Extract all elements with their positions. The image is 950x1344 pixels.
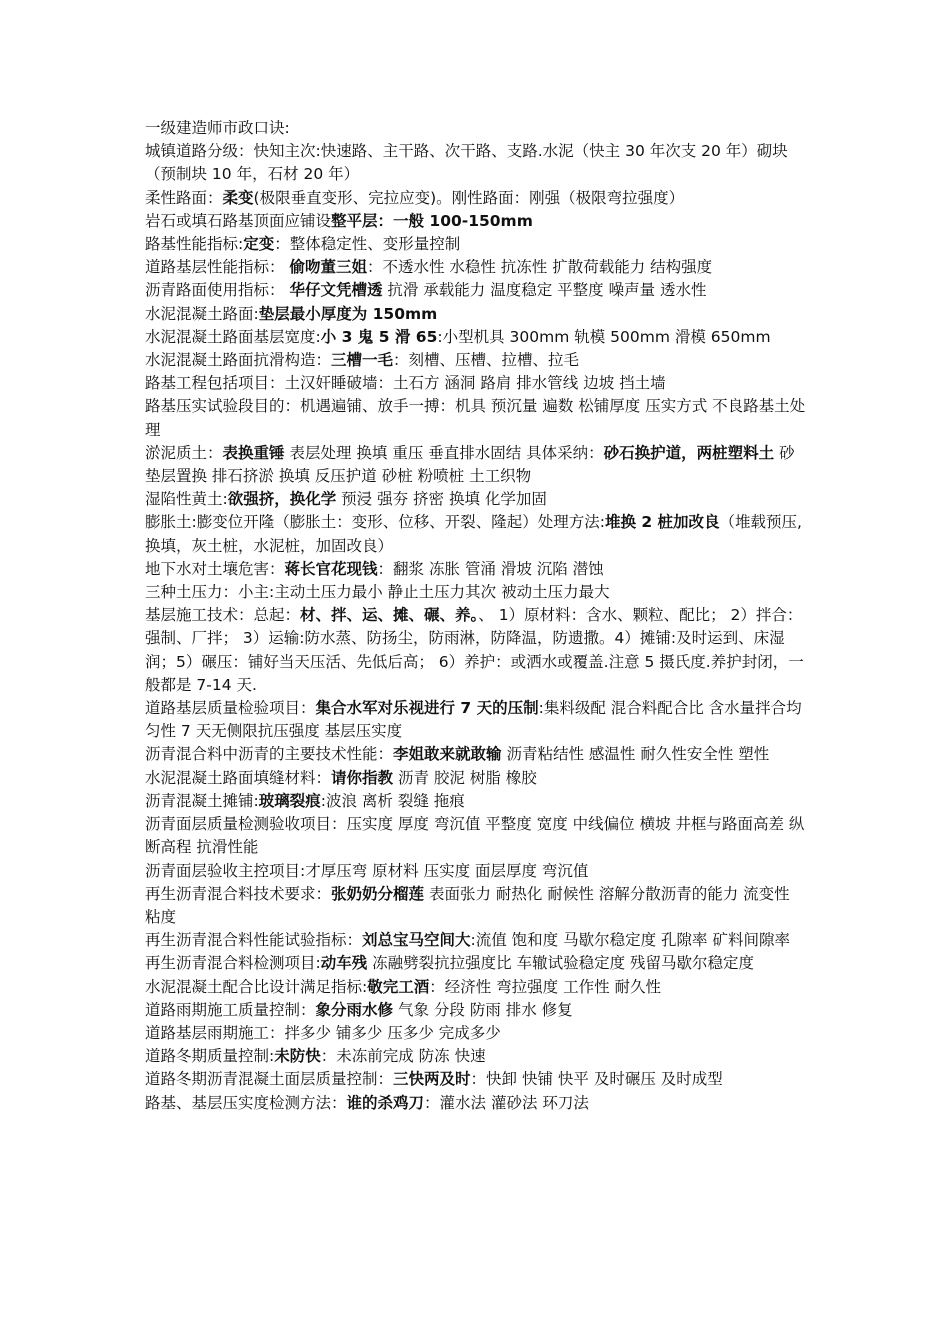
mnemonic-keyword: 堆换 2 桩加改良 <box>604 513 720 532</box>
line-text: 气象 分段 防雨 排水 修复 <box>393 1000 573 1019</box>
document-line <box>145 929 810 952</box>
document-line <box>145 1022 810 1045</box>
line-text: 道路冬期质量控制: <box>145 1047 275 1066</box>
line-text: 水泥混凝土路面基层宽度: <box>145 327 321 346</box>
mnemonic-keyword: 李姐敢来就敢输 <box>393 745 502 764</box>
mnemonic-keyword: 未防快 <box>274 1047 321 1066</box>
line-text: 膨胀土:膨变位开隆（膨胀土：变形、位移、开裂、隆起）处理方法: <box>145 513 605 532</box>
document-line <box>145 187 810 210</box>
mnemonic-keyword: 请你指教 <box>331 768 394 787</box>
mnemonic-keyword: 砂石换护道，两桩塑料土 <box>603 443 775 462</box>
mnemonic-keyword: 三槽一毛 <box>331 351 394 370</box>
line-text: 淤泥质土： <box>145 443 223 462</box>
mnemonic-keyword: 敬完工酒 <box>367 977 430 996</box>
document-line <box>145 604 810 697</box>
line-text: 道路基层性能指标： <box>145 258 290 277</box>
line-text: 道路雨期施工质量控制： <box>145 1000 316 1019</box>
document-line <box>145 326 810 349</box>
line-text: 砂垫层置换 排石挤淤 换填 反压护道 砂桩 粉喷桩 土工织物 <box>145 443 795 486</box>
line-text: 水泥混凝土路面: <box>145 304 259 323</box>
line-text: 表层处理 换填 重压 垂直排水固结 具体采纳： <box>284 443 604 462</box>
document-line <box>145 372 810 395</box>
line-text: 再生沥青混合料技术要求： <box>145 884 332 903</box>
line-text: 再生沥青混合料性能试验指标： <box>145 931 363 950</box>
mnemonic-keyword: 谁的杀鸡刀 <box>346 1093 425 1112</box>
mnemonic-keyword: 表换重锤 <box>222 443 285 462</box>
line-text: 道路基层雨期施工：拌多少 铺多少 压多少 完成多少 <box>145 1023 501 1042</box>
document-line <box>145 860 810 883</box>
document-line <box>145 279 810 302</box>
document-line <box>145 767 810 790</box>
line-text: :流值 饱和度 马歇尔稳定度 孔隙率 矿料间隙率 <box>470 931 790 950</box>
document-line <box>145 581 810 604</box>
line-text: 沥青混合料中沥青的主要技术性能： <box>145 745 394 764</box>
line-text: 基层施工技术：总起： <box>145 606 301 625</box>
line-text: 柔性路面： <box>145 188 223 207</box>
mnemonic-keyword: 玻璃裂痕 <box>258 791 321 810</box>
document-line <box>145 883 810 929</box>
mnemonic-keyword: 华仔文凭槽透 <box>289 281 383 300</box>
document-line <box>145 349 810 372</box>
mnemonic-keyword: 象分雨水修 <box>315 1000 394 1019</box>
line-text: 路基压实试验段目的：机遇遍铺、放手一搏：机具 预沉量 遍数 松铺厚度 压实方式 不良路基土处理 <box>145 397 806 439</box>
line-text: 路基工程包括项目：土汉奸睡破墙：土石方 涵洞 路肩 排水管线 边坡 挡土墙 <box>145 374 666 393</box>
line-text: 再生沥青混合料检测项目: <box>145 954 321 973</box>
line-text: 道路冬期沥青混凝土面层质量控制： <box>145 1070 394 1089</box>
document-line <box>145 976 810 999</box>
line-text: 水泥混凝土配合比设计满足指标: <box>145 977 368 996</box>
line-text: ：整体稳定性、变形量控制 <box>274 235 461 254</box>
document-line <box>145 1092 810 1115</box>
line-text: 预浸 强夯 挤密 换填 化学加固 <box>336 490 547 509</box>
line-text: 冻融劈裂抗拉强度比 车辙试验稳定度 残留马歇尔稳定度 <box>367 954 755 973</box>
mnemonic-keyword: 垫层最小厚度为 150mm <box>258 304 438 323</box>
document-line <box>145 256 810 279</box>
line-text: 沥青 胶泥 树脂 橡胶 <box>393 768 537 787</box>
document-line <box>145 952 810 975</box>
document-line <box>145 511 810 557</box>
line-text: 路基性能指标: <box>145 235 244 254</box>
line-text: ：不透水性 水稳性 抗冻性 扩散荷载能力 结构强度 <box>366 258 713 277</box>
line-text: 地下水对土壤危害： <box>145 559 285 578</box>
document-body <box>145 117 810 1115</box>
mnemonic-keyword: 动车残 <box>320 954 368 973</box>
mnemonic-keyword: 刘总宝马空间大 <box>362 931 471 950</box>
line-text: ：刻槽、压槽、拉槽、拉毛 <box>393 351 580 370</box>
mnemonic-keyword: 集合水军对乐视进行 7 天的压制 <box>315 699 539 718</box>
line-text: ：快卸 快铺 快平 及时碾压 及时成型 <box>470 1070 723 1089</box>
line-text: 三种土压力：小主:主动土压力最小 静止土压力其次 被动土压力最大 <box>145 583 610 602</box>
mnemonic-keyword: 偷吻董三姐 <box>289 258 367 277</box>
document-line <box>145 743 810 766</box>
document-line <box>145 697 810 743</box>
document-line <box>145 790 810 813</box>
line-text: 岩石或填石路基顶面应铺设 <box>145 211 332 230</box>
document-line <box>145 1045 810 1068</box>
mnemonic-keyword: 张奶奶分榴莲 <box>331 884 425 903</box>
document-line <box>145 442 810 488</box>
line-text: （堆载预压,换填，灰土桩，水泥桩，加固改良） <box>145 513 802 555</box>
line-text: 抗滑 承载能力 温度稳定 平整度 噪声量 透水性 <box>382 281 707 300</box>
line-text: ：翻浆 冻胀 管涌 滑坡 沉陷 潜蚀 <box>377 559 604 578</box>
mnemonic-keyword: 蒋长官花现钱 <box>284 559 378 578</box>
document-line <box>145 117 810 140</box>
document-line <box>145 1068 810 1091</box>
line-text: 湿陷性黄土: <box>145 490 228 509</box>
line-text: :小型机具 300mm 轨模 500mm 滑模 650mm <box>437 327 771 346</box>
mnemonic-keyword: 小 3 鬼 5 滑 65 <box>320 327 438 346</box>
document-line <box>145 999 810 1022</box>
line-text: 道路基层质量检验项目： <box>145 699 316 718</box>
line-text: (极限垂直变形、完拉应变)。刚性路面：刚强（极限弯拉强度） <box>253 188 685 207</box>
mnemonic-keyword: 欲强挤，换化学 <box>227 490 337 509</box>
line-text: 路基、基层压实度检测方法： <box>145 1093 347 1112</box>
document-line <box>145 395 810 441</box>
line-text: 沥青粘结性 感温性 耐久性安全性 塑性 <box>501 745 770 764</box>
mnemonic-keyword: 定变 <box>243 235 275 254</box>
line-text: :波浪 离析 裂缝 拖痕 <box>320 791 465 810</box>
line-text: 城镇道路分级：快知主次:快速路、主干路、次干路、支路.水泥（快主 30 年次支 20 年）砌块（预制块 10 年，石材 20 年） <box>145 142 788 184</box>
document-line <box>145 488 810 511</box>
line-text: 沥青面层验收主控项目:才厚压弯 原材料 压实度 面层厚度 弯沉值 <box>145 861 589 880</box>
line-text: 表面张力 耐热化 耐候性 溶解分散沥青的能力 流变性 粘度 <box>145 884 790 926</box>
document-line <box>145 210 810 233</box>
mnemonic-keyword: 材、拌、运、摊、碾、养。 <box>300 606 479 625</box>
line-text: :集料级配 混合料配合比 含水量拌合均匀性 7 天无侧限抗压强度 基层压实度 <box>145 699 802 741</box>
line-text: 一级建造师市政口诀: <box>145 119 290 137</box>
line-text: 沥青混凝土摊铺: <box>145 791 259 810</box>
line-text: ：未冻前完成 防冻 快速 <box>320 1047 486 1066</box>
document-line <box>145 813 810 859</box>
line-text: 水泥混凝土路面填缝材料： <box>145 768 332 787</box>
document-line <box>145 233 810 256</box>
line-text: 水泥混凝土路面抗滑构造： <box>145 351 332 370</box>
mnemonic-keyword: 整平层：一般 100-150mm <box>331 211 533 230</box>
document-line <box>145 558 810 581</box>
line-text: ：灌水法 灌砂法 环刀法 <box>424 1093 589 1112</box>
document-line <box>145 303 810 326</box>
line-text: 、 1）原材料：含水、颗粒、配比； 2）拌合：强制、厂拌； 3）运输:防水蒸、防扬尘，防雨淋，防降温，防遗撒。4）摊铺:及时运到、床湿润；5）碾压：铺好当天压活、先低后高； 6）养护：或洒水或覆盖.注意 5 摄氏度.养护封闭，一般都是 7-14 天. <box>145 606 804 694</box>
line-text: 沥青面层质量检测验收项目：压实度 厚度 弯沉值 平整度 宽度 中线偏位 横坡 井框与路面高差 纵断高程 抗滑性能 <box>145 815 805 857</box>
mnemonic-keyword: 柔变 <box>222 188 254 207</box>
document-line <box>145 140 810 186</box>
line-text: ：经济性 弯拉强度 工作性 耐久性 <box>429 977 662 996</box>
line-text: 沥青路面使用指标： <box>145 281 290 300</box>
mnemonic-keyword: 三快两及时 <box>393 1070 471 1089</box>
